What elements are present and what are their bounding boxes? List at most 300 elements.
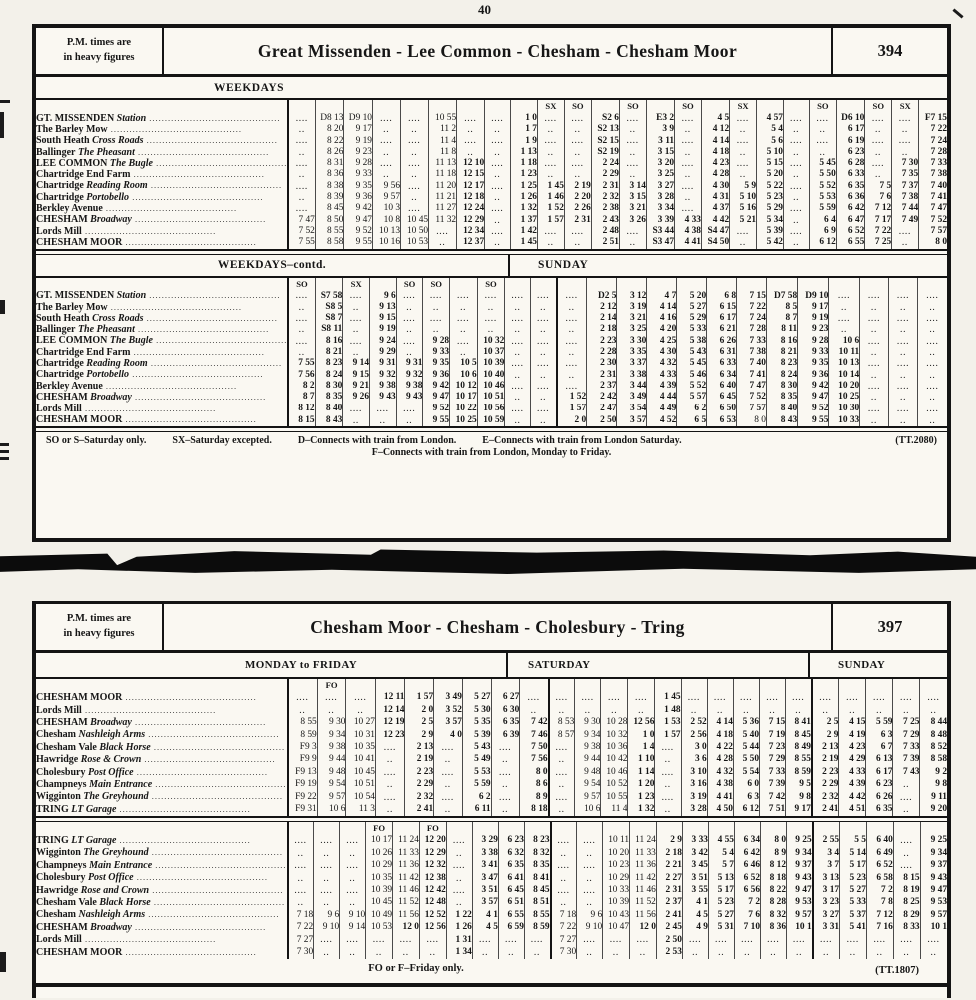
time-cell: 9 38: [370, 381, 397, 392]
time-cell: 5 15: [757, 158, 784, 169]
time-cell: ....: [557, 358, 587, 369]
time-cell: 1 26: [446, 922, 472, 934]
dot-leader: [153, 336, 287, 347]
time-cell: ..: [314, 897, 340, 909]
station-cell: [36, 169, 288, 180]
time-cell: 4 51: [839, 804, 866, 816]
time-cell: 10 35: [346, 742, 376, 754]
time-cell: ....: [401, 113, 429, 124]
time-cell: 3 17: [813, 884, 840, 896]
time-cell: ..: [564, 124, 591, 135]
dot-leader: [149, 847, 283, 858]
time-cell: ..: [918, 392, 947, 403]
time-cell: 1 37: [511, 215, 538, 226]
time-cell: 1 4: [628, 742, 655, 754]
time-cell: 2 37: [656, 897, 682, 909]
station-header-cell: [36, 679, 288, 692]
timetable-row: [36, 884, 947, 896]
time-cell: 2 23: [812, 766, 839, 778]
time-cell: 9 52: [798, 404, 829, 415]
column-note-cell: [457, 100, 485, 113]
time-cell: ..: [343, 324, 370, 335]
station-cell: [36, 692, 288, 704]
time-cell: 10 22: [450, 404, 478, 415]
time-cell: ....: [893, 860, 920, 872]
time-cell: 1 52: [537, 203, 564, 214]
dot-leader: [130, 347, 264, 358]
time-cell: ..: [423, 324, 450, 335]
time-cell: ....: [575, 692, 601, 704]
column-note-cell: [344, 100, 373, 113]
time-cell: ..: [288, 847, 314, 859]
time-cell: 4 28: [701, 169, 729, 180]
column-note-cell: [288, 822, 314, 835]
column-note-cell: [829, 278, 860, 291]
station-cell: [36, 791, 288, 803]
time-cell: 10 20: [829, 381, 860, 392]
time-cell: 7 40: [919, 181, 947, 192]
time-cell: 3 19: [617, 302, 647, 313]
time-cell: D9 10: [798, 291, 829, 302]
time-cell: 3 0: [681, 742, 707, 754]
time-cell: 9 36: [344, 192, 373, 203]
time-cell: ....: [783, 226, 809, 237]
column-notes-row: [36, 278, 947, 291]
time-cell: 11 4: [601, 804, 628, 816]
station-cell: [36, 922, 288, 934]
time-cell: 10 41: [346, 754, 376, 766]
dot-leader: [122, 237, 256, 248]
time-cell: S2 15: [591, 136, 619, 147]
station-name: South Heath: [36, 135, 90, 147]
column-note-cell: [617, 278, 647, 291]
time-cell: 12 10: [457, 158, 485, 169]
station-name: Chartridge: [36, 369, 84, 381]
time-cell: ....: [682, 934, 708, 946]
time-cell: 9 34: [920, 847, 947, 859]
time-cell: 8 35: [315, 392, 343, 403]
footnote-e: E–Connects with train from London Saturday.: [482, 435, 682, 447]
column-note-cell: [587, 278, 617, 291]
time-cell: 8 36: [761, 922, 787, 934]
time-cell: ....: [840, 934, 867, 946]
column-note-cell: [646, 100, 674, 113]
time-cell: 6 35: [491, 717, 520, 729]
time-cell: 2 26: [564, 203, 591, 214]
time-cell: 10 55: [429, 113, 457, 124]
time-cell: 9 53: [920, 897, 947, 909]
time-cell: 9 42: [798, 381, 829, 392]
timetable-row: [36, 203, 947, 214]
time-cell: 5 5: [840, 835, 867, 847]
timetable-row: [36, 934, 947, 946]
time-cell: ....: [829, 313, 860, 324]
time-cell: 2 19: [812, 754, 839, 766]
time-cell: 4 25: [647, 336, 677, 347]
time-cell: ..: [860, 370, 889, 381]
time-cell: 8 21: [766, 347, 797, 358]
time-cell: ..: [477, 324, 505, 335]
station-name: Champneys: [36, 859, 87, 871]
time-cell: 6 32: [498, 847, 524, 859]
time-cell: 3 28: [646, 192, 674, 203]
time-cell: ..: [450, 302, 478, 313]
table-394-header: [36, 28, 947, 77]
time-cell: 5 34: [757, 215, 784, 226]
time-cell: 5 42: [757, 237, 784, 248]
time-cell: 3 41: [472, 860, 498, 872]
scan-smudge-band: [0, 549, 976, 575]
time-cell: 10 32: [477, 336, 505, 347]
time-cell: 4 23: [839, 742, 866, 754]
time-cell: ....: [314, 860, 340, 872]
time-cell: F9 13: [288, 766, 318, 778]
time-cell: ....: [434, 742, 463, 754]
time-cell: ....: [505, 358, 531, 369]
time-cell: ....: [423, 291, 450, 302]
pm-times-note-line1: P.M. times are: [66, 37, 132, 49]
time-cell: 9 36: [423, 370, 450, 381]
time-cell: ..: [491, 779, 520, 791]
pm-times-note-line2: in heavy figures: [63, 628, 135, 639]
time-cell: ....: [505, 404, 531, 415]
time-cell: ..: [829, 302, 860, 313]
time-cell: 10 27: [346, 717, 376, 729]
time-cell: ..: [491, 804, 520, 816]
time-cell: ..: [619, 147, 646, 158]
time-cell: 7 22: [551, 922, 577, 934]
time-cell: 3 4: [813, 847, 840, 859]
time-cell: ....: [457, 136, 485, 147]
time-cell: ..: [619, 124, 646, 135]
time-cell: 3 39: [646, 215, 674, 226]
time-cell: 8 45: [315, 203, 344, 214]
time-cell: 6 42: [836, 203, 865, 214]
time-cell: ....: [889, 404, 918, 415]
station-name-qualifier: The Bugle: [107, 335, 153, 347]
time-cell: 9 42: [423, 381, 450, 392]
time-cell: 5 4: [757, 124, 784, 135]
timetable-row: [36, 415, 947, 426]
time-cell: ....: [288, 835, 314, 847]
time-cell: 2 55: [813, 835, 840, 847]
time-cell: 5 30: [462, 704, 491, 716]
time-cell: ....: [920, 934, 947, 946]
time-cell: ....: [343, 404, 370, 415]
dot-leader: [82, 226, 216, 237]
time-cell: ..: [505, 415, 531, 426]
column-note-cell: [656, 822, 682, 835]
time-cell: 11 52: [393, 897, 420, 909]
time-cell: 9 38: [317, 742, 346, 754]
time-cell: ....: [434, 791, 463, 803]
time-cell: 11 21: [429, 192, 457, 203]
time-cell: 1 18: [511, 158, 538, 169]
time-cell: ..: [520, 704, 549, 716]
time-cell: 2 28: [587, 347, 617, 358]
time-cell: 2 56: [681, 729, 707, 741]
pm-times-note: [36, 28, 164, 74]
time-cell: 10 6: [450, 370, 478, 381]
time-cell: ....: [893, 791, 920, 803]
time-cell: 7 39: [893, 754, 920, 766]
timetable-397-panel: [33, 601, 950, 998]
time-cell: 12 17: [457, 181, 485, 192]
timetable-row: [36, 192, 947, 203]
time-cell: S7 58: [315, 291, 343, 302]
column-note-cell: [708, 822, 734, 835]
time-cell: ..: [860, 302, 889, 313]
time-cell: ..: [708, 946, 734, 958]
station-name: Ballinger: [36, 324, 76, 336]
column-note-cell: [630, 822, 657, 835]
time-cell: ..: [457, 147, 485, 158]
time-cell: 8 50: [315, 215, 344, 226]
time-cell: 10 33: [829, 415, 860, 426]
column-note-cell: [462, 679, 491, 692]
column-note-cell: [733, 679, 759, 692]
timetable-row: [36, 729, 947, 741]
time-cell: D7 58: [766, 291, 797, 302]
time-cell: 12 18: [457, 192, 485, 203]
time-cell: 10 16: [372, 237, 400, 248]
time-cell: ..: [655, 804, 681, 816]
time-cell: 7 23: [760, 742, 786, 754]
column-note-cell: [575, 679, 601, 692]
dot-leader: [108, 124, 242, 135]
time-cell: 7 56: [288, 370, 315, 381]
time-cell: ....: [892, 113, 919, 124]
station-cell: [36, 729, 288, 741]
time-cell: 10 11: [829, 347, 860, 358]
time-cell: ..: [734, 946, 760, 958]
time-cell: 10 1: [920, 922, 947, 934]
time-cell: 8 0: [761, 835, 787, 847]
time-cell: 5 14: [840, 847, 867, 859]
time-cell: 4 22: [707, 742, 733, 754]
time-cell: 5 43: [677, 347, 707, 358]
time-cell: S3 44: [646, 226, 674, 237]
time-cell: 3 29: [472, 835, 498, 847]
time-cell: 6 17: [866, 766, 893, 778]
time-cell: 6 31: [707, 347, 737, 358]
time-cell: 3 15: [619, 192, 646, 203]
time-cell: D8 13: [315, 113, 344, 124]
time-cell: 8 40: [315, 404, 343, 415]
time-cell: 9 10: [314, 922, 340, 934]
footnote-sx: SX–Saturday excepted.: [172, 435, 272, 447]
timetable-row: [36, 136, 947, 147]
time-cell: ....: [531, 404, 557, 415]
time-cell: 10 17: [450, 392, 478, 403]
time-cell: 10 46: [601, 766, 628, 778]
time-cell: S4 47: [701, 226, 729, 237]
station-cell: [36, 181, 288, 192]
column-note-cell: [557, 278, 587, 291]
time-cell: 3 44: [617, 381, 647, 392]
time-cell: ....: [761, 934, 787, 946]
column-note-cell: [549, 679, 575, 692]
column-note-cell: [707, 679, 733, 692]
time-cell: 4 42: [839, 791, 866, 803]
time-cell: ....: [839, 692, 866, 704]
time-cell: 9 47: [423, 392, 450, 403]
time-cell: 9 11: [920, 791, 947, 803]
station-name-qualifier: Main Entrance: [86, 778, 153, 790]
time-cell: 9 47: [787, 884, 813, 896]
station-name: TRING: [36, 803, 69, 815]
time-cell: 11 3: [346, 804, 376, 816]
time-cell: 8 0: [520, 766, 549, 778]
time-cell: 10 20: [603, 847, 630, 859]
time-cell: 2 31: [587, 370, 617, 381]
timetable-row: [36, 717, 947, 729]
time-cell: ..: [314, 872, 340, 884]
time-cell: ..: [783, 192, 809, 203]
time-cell: ....: [889, 313, 918, 324]
time-cell: ....: [733, 692, 759, 704]
column-note-cell: [628, 679, 655, 692]
timetable-row: [36, 291, 947, 302]
time-cell: 7 41: [737, 370, 767, 381]
column-note-cell: [288, 100, 315, 113]
time-cell: ..: [531, 415, 557, 426]
time-cell: ..: [893, 847, 920, 859]
time-cell: 9 48: [317, 766, 346, 778]
time-cell: 4 28: [707, 754, 733, 766]
time-cell: 2 37: [587, 381, 617, 392]
time-cell: 4 1: [472, 909, 498, 921]
time-cell: 4 38: [707, 779, 733, 791]
column-note-cell: [701, 100, 729, 113]
time-cell: ....: [860, 291, 889, 302]
time-cell: 5 31: [708, 922, 734, 934]
time-cell: 9 55: [798, 415, 829, 426]
time-cell: 10 47: [603, 922, 630, 934]
time-cell: 8 19: [893, 884, 920, 896]
station-name: Chesham Vale: [36, 741, 97, 753]
time-cell: ....: [730, 158, 757, 169]
timetable-row: [36, 946, 947, 958]
time-cell: 9 34: [787, 847, 813, 859]
time-cell: ..: [675, 192, 702, 203]
time-cell: ....: [314, 934, 340, 946]
time-cell: ..: [346, 704, 376, 716]
time-cell: ..: [343, 415, 370, 426]
timetable-row: [36, 779, 947, 791]
column-note-cell: [836, 100, 865, 113]
time-cell: 2 43: [591, 215, 619, 226]
dot-leader: [152, 860, 286, 871]
time-cell: ....: [288, 313, 315, 324]
time-cell: 5 4: [708, 847, 734, 859]
time-cell: 9 47: [798, 392, 829, 403]
time-cell: 11 42: [630, 872, 657, 884]
time-cell: 6 12: [733, 804, 759, 816]
page-number: 40: [478, 2, 491, 17]
time-cell: ....: [675, 203, 702, 214]
time-cell: 4 41: [675, 237, 702, 248]
time-cell: 11 36: [393, 860, 420, 872]
time-cell: ....: [812, 692, 839, 704]
timetable-row: [36, 742, 947, 754]
time-cell: 1 14: [628, 766, 655, 778]
column-note-cell: [498, 822, 524, 835]
time-cell: 2 42: [587, 392, 617, 403]
time-cell: ..: [889, 392, 918, 403]
column-note-cell: [340, 822, 366, 835]
footnotes-line1: [36, 432, 947, 446]
time-cell: 12 15: [457, 169, 485, 180]
time-cell: 8 32: [761, 909, 787, 921]
time-cell: 3 25: [646, 169, 674, 180]
time-cell: 4 16: [647, 313, 677, 324]
time-cell: ..: [577, 897, 603, 909]
column-note-cell: FO: [419, 822, 446, 835]
time-cell: 5 53: [462, 766, 491, 778]
time-cell: ..: [787, 946, 813, 958]
time-cell: 5 7: [708, 860, 734, 872]
station-cell: [36, 766, 288, 778]
column-note-cell: FO: [366, 822, 393, 835]
time-cell: 10 13: [829, 358, 860, 369]
time-cell: 8 53: [549, 717, 575, 729]
time-cell: 8 57: [549, 729, 575, 741]
time-cell: S2 19: [591, 147, 619, 158]
time-cell: 3 27: [646, 181, 674, 192]
time-cell: 9 54: [317, 779, 346, 791]
time-cell: ....: [372, 158, 400, 169]
time-cell: 10 3: [372, 203, 400, 214]
time-cell: ..: [450, 347, 478, 358]
time-cell: 6 59: [498, 922, 524, 934]
time-cell: ..: [628, 704, 655, 716]
time-cell: ....: [630, 934, 657, 946]
time-cell: ....: [730, 136, 757, 147]
timetable-row: [36, 766, 947, 778]
time-cell: 6 34: [734, 835, 760, 847]
station-name: GT. MISSENDEN: [36, 290, 115, 302]
weekdays-section-label: [36, 77, 947, 100]
time-cell: ..: [812, 704, 839, 716]
time-cell: 10 54: [346, 791, 376, 803]
time-cell: 9 15: [370, 313, 397, 324]
station-cell: [36, 291, 288, 302]
time-cell: 8 16: [315, 336, 343, 347]
time-cell: 6 53: [707, 415, 737, 426]
station-cell: [36, 742, 288, 754]
time-cell: 3 52: [434, 704, 463, 716]
time-cell: 9 42: [344, 203, 373, 214]
time-cell: 8 36: [315, 169, 344, 180]
column-note-cell: [860, 278, 889, 291]
time-cell: 7 29: [760, 754, 786, 766]
time-cell: ..: [340, 897, 366, 909]
time-cell: 4 33: [675, 215, 702, 226]
time-cell: 2 47: [587, 404, 617, 415]
time-cell: ..: [893, 704, 920, 716]
time-cell: 7 38: [892, 192, 919, 203]
time-cell: 7 42: [520, 717, 549, 729]
time-cell: 8 15: [288, 415, 315, 426]
time-cell: 10 31: [346, 729, 376, 741]
time-cell: ..: [865, 147, 892, 158]
time-cell: 1 32: [628, 804, 655, 816]
time-cell: 3 45: [682, 860, 708, 872]
time-cell: 7 12: [866, 909, 893, 921]
time-cell: ....: [619, 158, 646, 169]
time-cell: 2 19: [564, 181, 591, 192]
